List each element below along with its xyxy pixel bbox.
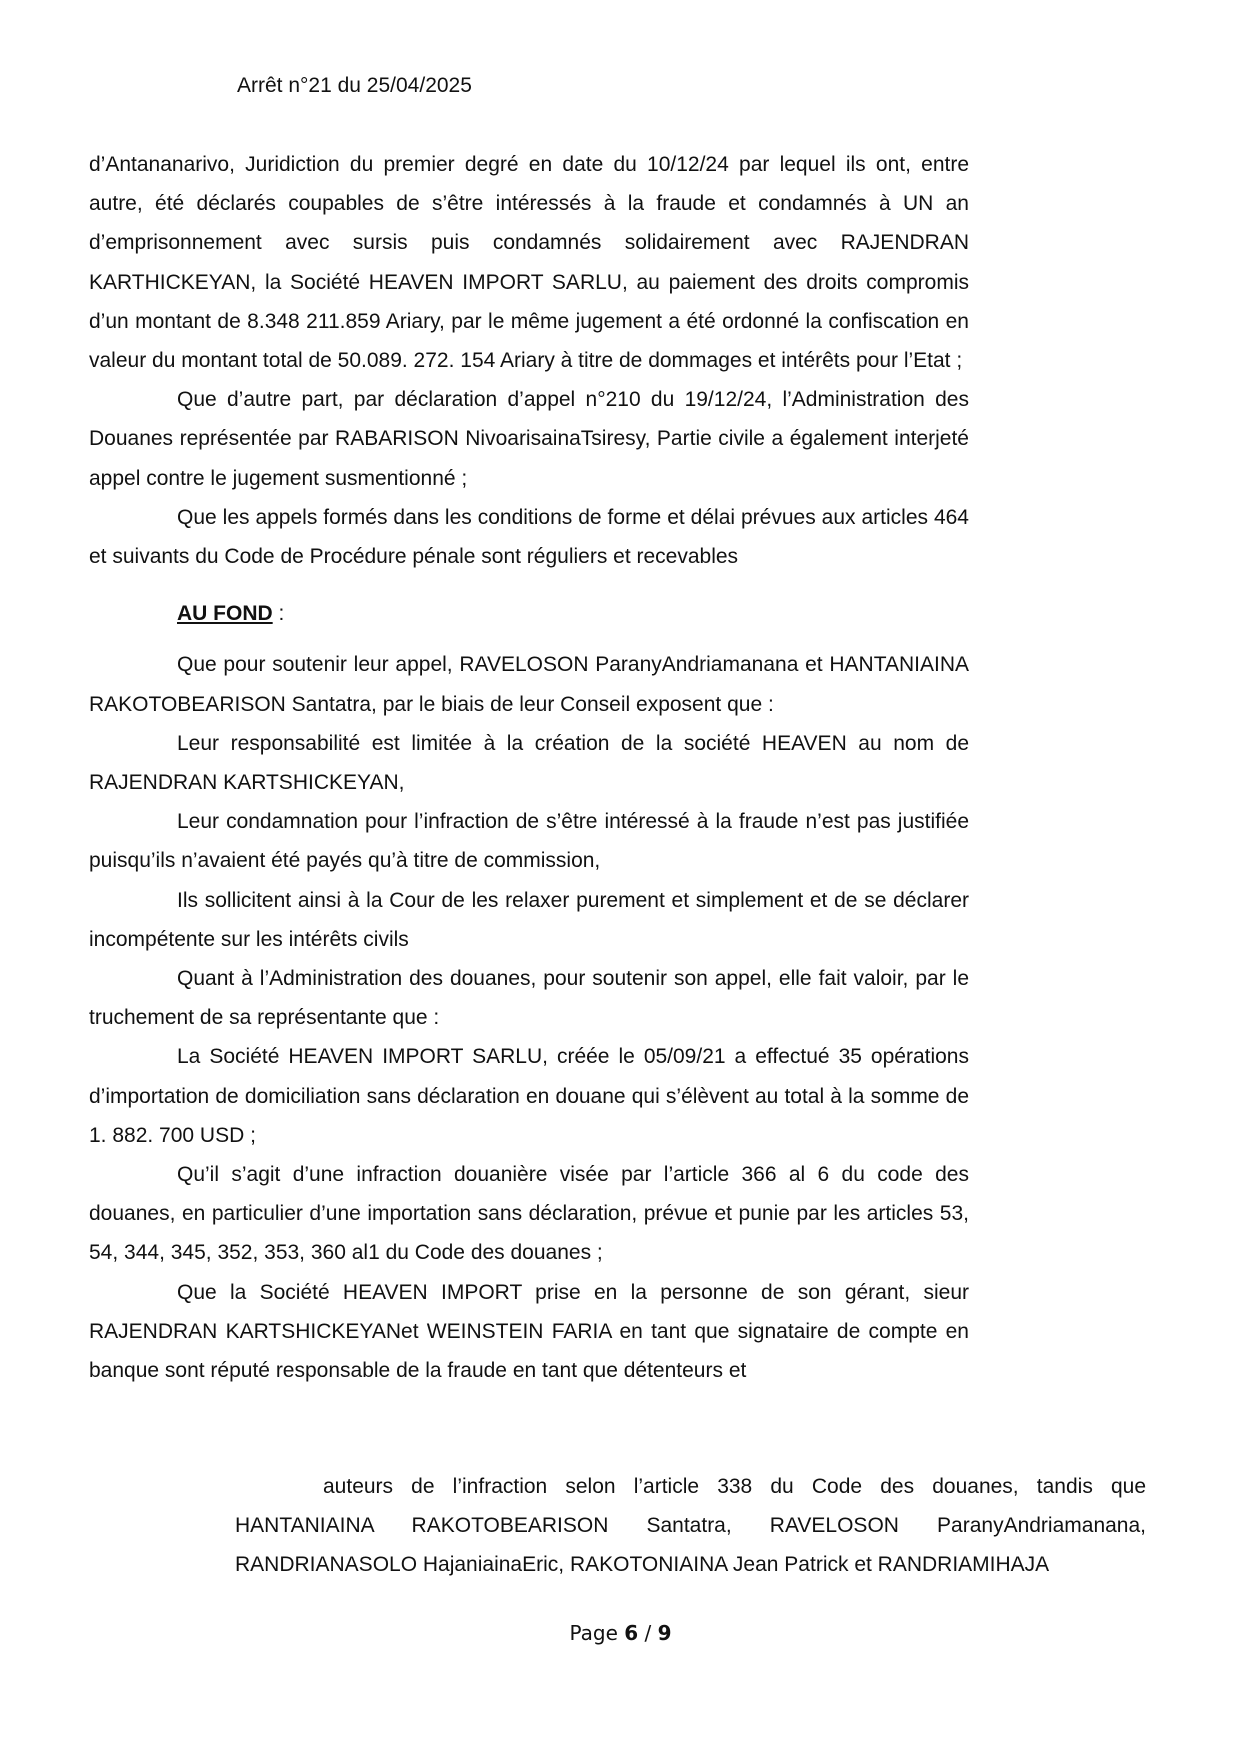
paragraph-limited-responsibility: Leur responsabilité est limitée à la création de la société HEAVEN au nom de RAJENDRAN KARTSHICKEYAN, bbox=[89, 731, 969, 795]
page-header bbox=[237, 74, 472, 98]
paragraph-responsible-parties: Que la Société HEAVEN IMPORT prise en la personne de son gérant, sieur RAJENDRAN KARTSHICKEYANet WEINSTEIN FARIA en tant que signataire de compte en banque sont réputé responsable de la fraude en tant que détenteurs et bbox=[89, 1280, 969, 1383]
paragraph-import-operations: La Société HEAVEN IMPORT SARLU, créée le 05/09/21 a effectué 35 opérations d’importation de domiciliation sans déclaration en douane qui s’élèvent au total à la somme de 1. 882. 700 USD ; bbox=[89, 1045, 969, 1147]
paragraph-conviction-unjustified: Leur condamnation pour l’infraction de s’être intéressé à la fraude n’est pas justifiée puisqu’ils n’avaient été payés qu’à titre de commission, bbox=[89, 810, 969, 873]
page-current-number: 6 bbox=[624, 1621, 639, 1645]
judgment-reference: Arrêt n°21 du 25/04/2025 bbox=[237, 74, 472, 97]
paragraph-customs-administration: Quant à l’Administration des douanes, pour soutenir son appel, elle fait valoir, par le truchement de sa représentante que : bbox=[89, 967, 969, 1030]
section-heading bbox=[89, 594, 969, 633]
page-separator: / bbox=[644, 1621, 652, 1645]
paragraph-request-relaxation: Ils sollicitent ainsi à la Cour de les relaxer purement et simplement et de se déclarer incompétente sur les intérêts civils bbox=[89, 888, 969, 951]
document-body bbox=[89, 145, 969, 1390]
page-label: Page bbox=[569, 1621, 618, 1645]
paragraph-customs-appeal: Que d’autre part, par déclaration d’appel n°210 du 19/12/24, l’Administration des Douanes représentée par RABARISON NivoarisainaTsiresy, Partie civile a également interjeté appel contre le jugement susmentionné ; bbox=[89, 388, 969, 490]
page-total-number: 9 bbox=[657, 1621, 672, 1645]
paragraph-judgment-details: d’Antananarivo, Juridiction du premier degré en date du 10/12/24 par lequel ils ont, entre autre, été déclarés coupables de s’être intéressés à la fraude et condamnés à UN an d’emprisonnement avec sursis puis condamnés solidairement avec RAJENDRAN KARTHICKEYAN, la Société HEAVEN IMPORT SARLU, au paiement des droits compromis d’un montant de 8.348 211.859 Ariary, par le même jugement a été ordonné la confiscation en valeur du montant total de 50.089. 272. 154 Ariary à titre de dommages et intérêts pour l’Etat ; bbox=[89, 153, 969, 373]
continued-text-block bbox=[235, 1467, 1146, 1585]
page-footer bbox=[0, 1621, 1241, 1645]
paragraph-appeal-admissibility: Que les appels formés dans les conditions de forme et délai prévues aux articles 464 et suivants du Code de Procédure pénale sont réguliers et recevables bbox=[89, 505, 969, 569]
paragraph-offence-authors: auteurs de l’infraction selon l’article 338 du Code des douanes, tandis que HANTANIAINA RAKOTOBEARISON Santatra, RAVELOSON ParanyAndriamanana, RANDRIANASOLO HajaniainaEric, RAKOTONIAINA Jean Patrick et RANDRIAMIHAJA bbox=[235, 1475, 1146, 1577]
paragraph-appellants-arguments: Que pour soutenir leur appel, RAVELOSON ParanyAndriamanana et HANTANIAINA RAKOTOBEARISON Santatra, par le biais de leur Conseil exposent que : bbox=[89, 653, 969, 716]
section-title-suffix: : bbox=[272, 602, 285, 626]
section-title: AU FOND bbox=[177, 602, 273, 626]
paragraph-customs-offence: Qu’il s’agit d’une infraction douanière visée par l’article 366 al 6 du code des douanes, en particulier d’une importation sans déclaration, prévue et punie par les articles 53, 54, 344, 345, 352, 353, 360 al1 du Code des douanes ; bbox=[89, 1163, 969, 1265]
